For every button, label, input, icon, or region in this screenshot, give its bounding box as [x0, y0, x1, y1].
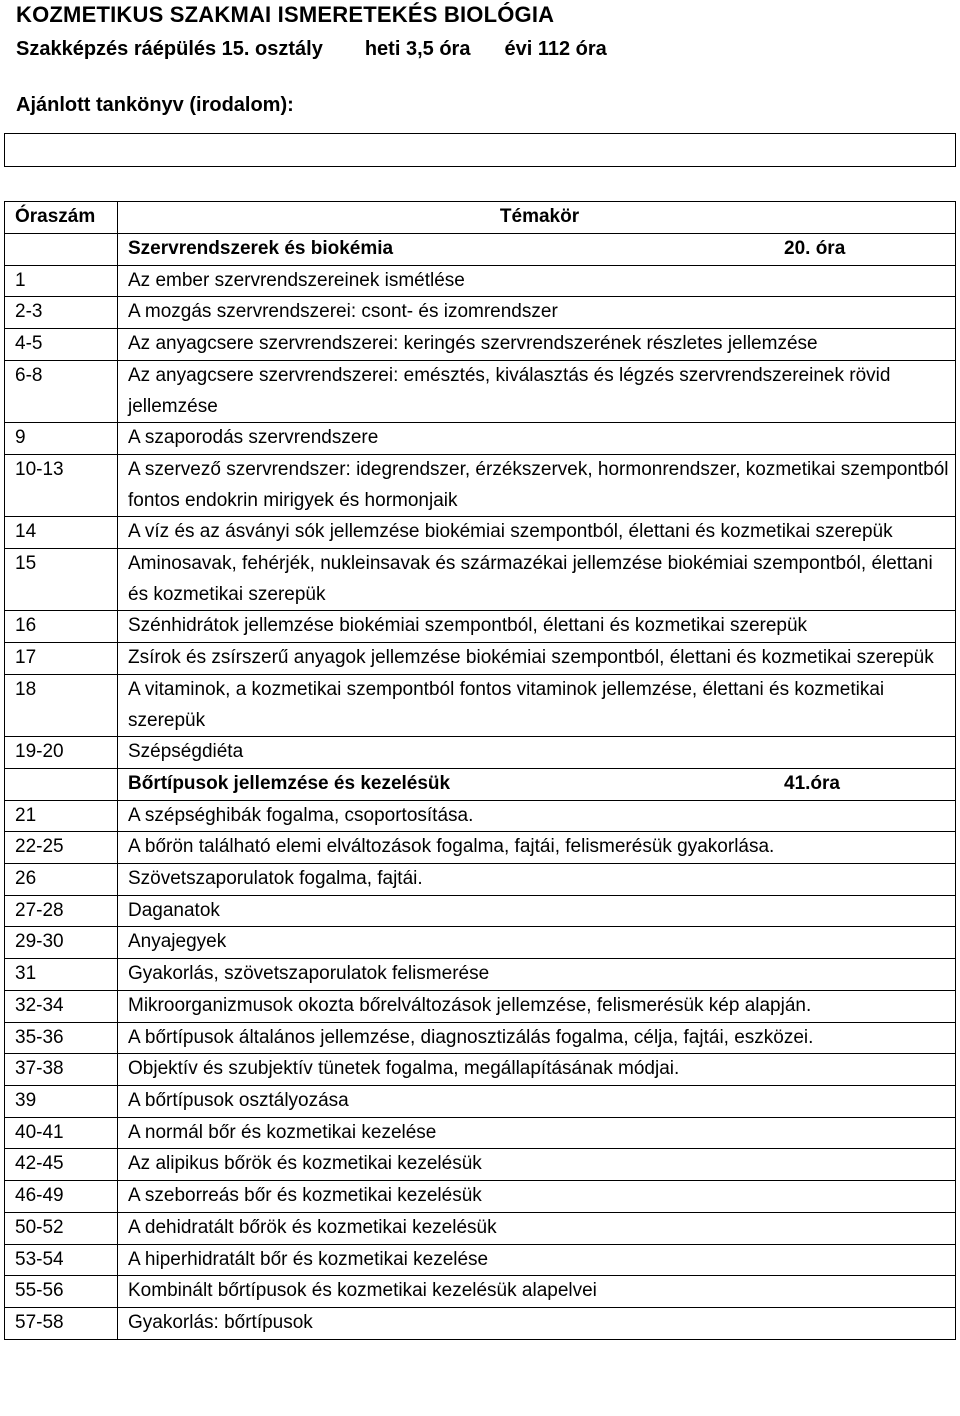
row-hours: 16 [5, 611, 118, 643]
row-topic: A vitaminok, a kozmetikai szempontból fontos vitaminok jellemzése, élettani és kozmetikai szerepük [118, 674, 956, 736]
row-topic: A mozgás szervrendszerei: csont- és izomrendszer [118, 297, 956, 329]
table-row [5, 1117, 956, 1149]
row-hours: 37-38 [5, 1054, 118, 1086]
topics-table [4, 201, 956, 1340]
row-topic: A dehidratált bőrök és kozmetikai kezelésük [118, 1212, 956, 1244]
table-row [5, 800, 956, 832]
row-hours: 10-13 [5, 454, 118, 516]
row-hours: 26 [5, 864, 118, 896]
section-row [5, 768, 956, 800]
row-hours: 15 [5, 549, 118, 611]
document-title: KOZMETIKUS SZAKMAI ISMERETEKÉS BIOLÓGIA [16, 2, 555, 27]
row-topic: Gyakorlás: bőrtípusok [118, 1307, 956, 1339]
row-hours: 1 [5, 265, 118, 297]
weekly-hours: heti 3,5 óra [364, 38, 471, 60]
row-topic: Szénhidrátok jellemzése biokémiai szempontból, élettani és kozmetikai szerepük [118, 611, 956, 643]
table-row [5, 611, 956, 643]
table-row [5, 927, 956, 959]
row-topic: Az anyagcsere szervrendszerei: keringés szervrendszerének részletes jellemzése [118, 329, 956, 361]
row-hours: 18 [5, 674, 118, 736]
row-topic: Szövetszaporulatok fogalma, fajtái. [118, 864, 956, 896]
row-hours: 53-54 [5, 1244, 118, 1276]
row-topic: Aminosavak, fehérjék, nukleinsavak és származékai jellemzése biokémiai szempontból, élettani és kozmetikai szerepük [118, 549, 956, 611]
row-topic: Zsírok és zsírszerű anyagok jellemzése biokémiai szempontból, élettani és kozmetikai szerepük [118, 643, 956, 675]
row-topic: Mikroorganizmusok okozta bőrelváltozások jellemzése, felismerésük kép alapján. [118, 990, 956, 1022]
yearly-hours: évi 112 óra [504, 38, 607, 60]
row-hours: 31 [5, 959, 118, 991]
recommended-book-label: Ajánlott tankönyv (irodalom): [16, 94, 294, 116]
table-row [5, 1244, 956, 1276]
recommended-book-box [4, 133, 956, 167]
table-row [5, 1022, 956, 1054]
table-row [5, 329, 956, 361]
table-row [5, 643, 956, 675]
row-hours: 14 [5, 517, 118, 549]
row-topic: Az ember szervrendszereinek ismétlése [118, 265, 956, 297]
header-topic: Témakör [118, 202, 956, 234]
section-hours-cell [5, 768, 118, 800]
row-hours: 50-52 [5, 1212, 118, 1244]
table-row [5, 1276, 956, 1308]
table-row [5, 959, 956, 991]
row-topic: Gyakorlás, szövetszaporulatok felismerése [118, 959, 956, 991]
row-topic: A normál bőr és kozmetikai kezelése [118, 1117, 956, 1149]
row-hours: 29-30 [5, 927, 118, 959]
section-title-cell [118, 768, 956, 800]
row-topic: Az alipikus bőrök és kozmetikai kezelésük [118, 1149, 956, 1181]
table-row [5, 1181, 956, 1213]
row-topic: Anyajegyek [118, 927, 956, 959]
row-topic: A víz és az ásványi sók jellemzése biokémiai szempontból, élettani és kozmetikai szerepük [118, 517, 956, 549]
table-row [5, 1085, 956, 1117]
course-info [16, 38, 607, 61]
row-hours: 19-20 [5, 737, 118, 769]
row-hours: 57-58 [5, 1307, 118, 1339]
section-title: Szervrendszerek és biokémia [128, 238, 394, 259]
row-topic: Objektív és szubjektív tünetek fogalma, megállapításának módjai. [118, 1054, 956, 1086]
row-hours: 35-36 [5, 1022, 118, 1054]
header-hours: Óraszám [5, 202, 118, 234]
section-total-hours: 41.óra [784, 772, 840, 794]
table-row [5, 265, 956, 297]
table-row [5, 1054, 956, 1086]
row-topic: A szépséghibák fogalma, csoportosítása. [118, 800, 956, 832]
row-hours: 21 [5, 800, 118, 832]
row-topic: Szépségdiéta [118, 737, 956, 769]
row-topic: A szaporodás szervrendszere [118, 423, 956, 455]
row-hours: 42-45 [5, 1149, 118, 1181]
row-hours: 6-8 [5, 360, 118, 422]
table-row [5, 832, 956, 864]
section-row [5, 234, 956, 266]
row-hours: 2-3 [5, 297, 118, 329]
row-topic: A bőrtípusok általános jellemzése, diagnosztizálás fogalma, célja, fajtái, eszközei. [118, 1022, 956, 1054]
table-row [5, 864, 956, 896]
table-row [5, 549, 956, 611]
table-body [5, 234, 956, 1340]
table-row [5, 423, 956, 455]
row-topic: A szervező szervrendszer: idegrendszer, érzékszervek, hormonrendszer, kozmetikai szempontból fontos endokrin mirigyek és hormonjaik [118, 454, 956, 516]
table-row [5, 297, 956, 329]
row-topic: A hiperhidratált bőr és kozmetikai kezelése [118, 1244, 956, 1276]
row-hours: 22-25 [5, 832, 118, 864]
row-topic: Az anyagcsere szervrendszerei: emésztés, kiválasztás és légzés szervrendszereinek rövid jellemzése [118, 360, 956, 422]
section-hours-cell [5, 234, 118, 266]
row-hours: 32-34 [5, 990, 118, 1022]
row-hours: 46-49 [5, 1181, 118, 1213]
table-row [5, 454, 956, 516]
table-row [5, 517, 956, 549]
section-title-cell [118, 234, 956, 266]
row-hours: 9 [5, 423, 118, 455]
table-row [5, 360, 956, 422]
table-row [5, 737, 956, 769]
section-total-hours: 20. óra [784, 238, 846, 259]
row-topic: Kombinált bőrtípusok és kozmetikai kezelésük alapelvei [118, 1276, 956, 1308]
row-topic: A bőrön található elemi elváltozások fogalma, fajtái, felismerésük gyakorlása. [118, 832, 956, 864]
course-level: Szakképzés ráépülés 15. osztály [16, 38, 323, 60]
table-row [5, 1149, 956, 1181]
table-row [5, 895, 956, 927]
table-row [5, 674, 956, 736]
row-topic: Daganatok [118, 895, 956, 927]
row-topic: A szeborreás bőr és kozmetikai kezelésük [118, 1181, 956, 1213]
section-title: Bőrtípusok jellemzése és kezelésük [128, 772, 451, 794]
row-hours: 55-56 [5, 1276, 118, 1308]
table-row [5, 1307, 956, 1339]
table-row [5, 1212, 956, 1244]
row-hours: 4-5 [5, 329, 118, 361]
table-header-row [5, 202, 956, 234]
row-hours: 27-28 [5, 895, 118, 927]
row-topic: A bőrtípusok osztályozása [118, 1085, 956, 1117]
row-hours: 40-41 [5, 1117, 118, 1149]
table-row [5, 990, 956, 1022]
row-hours: 39 [5, 1085, 118, 1117]
row-hours: 17 [5, 643, 118, 675]
